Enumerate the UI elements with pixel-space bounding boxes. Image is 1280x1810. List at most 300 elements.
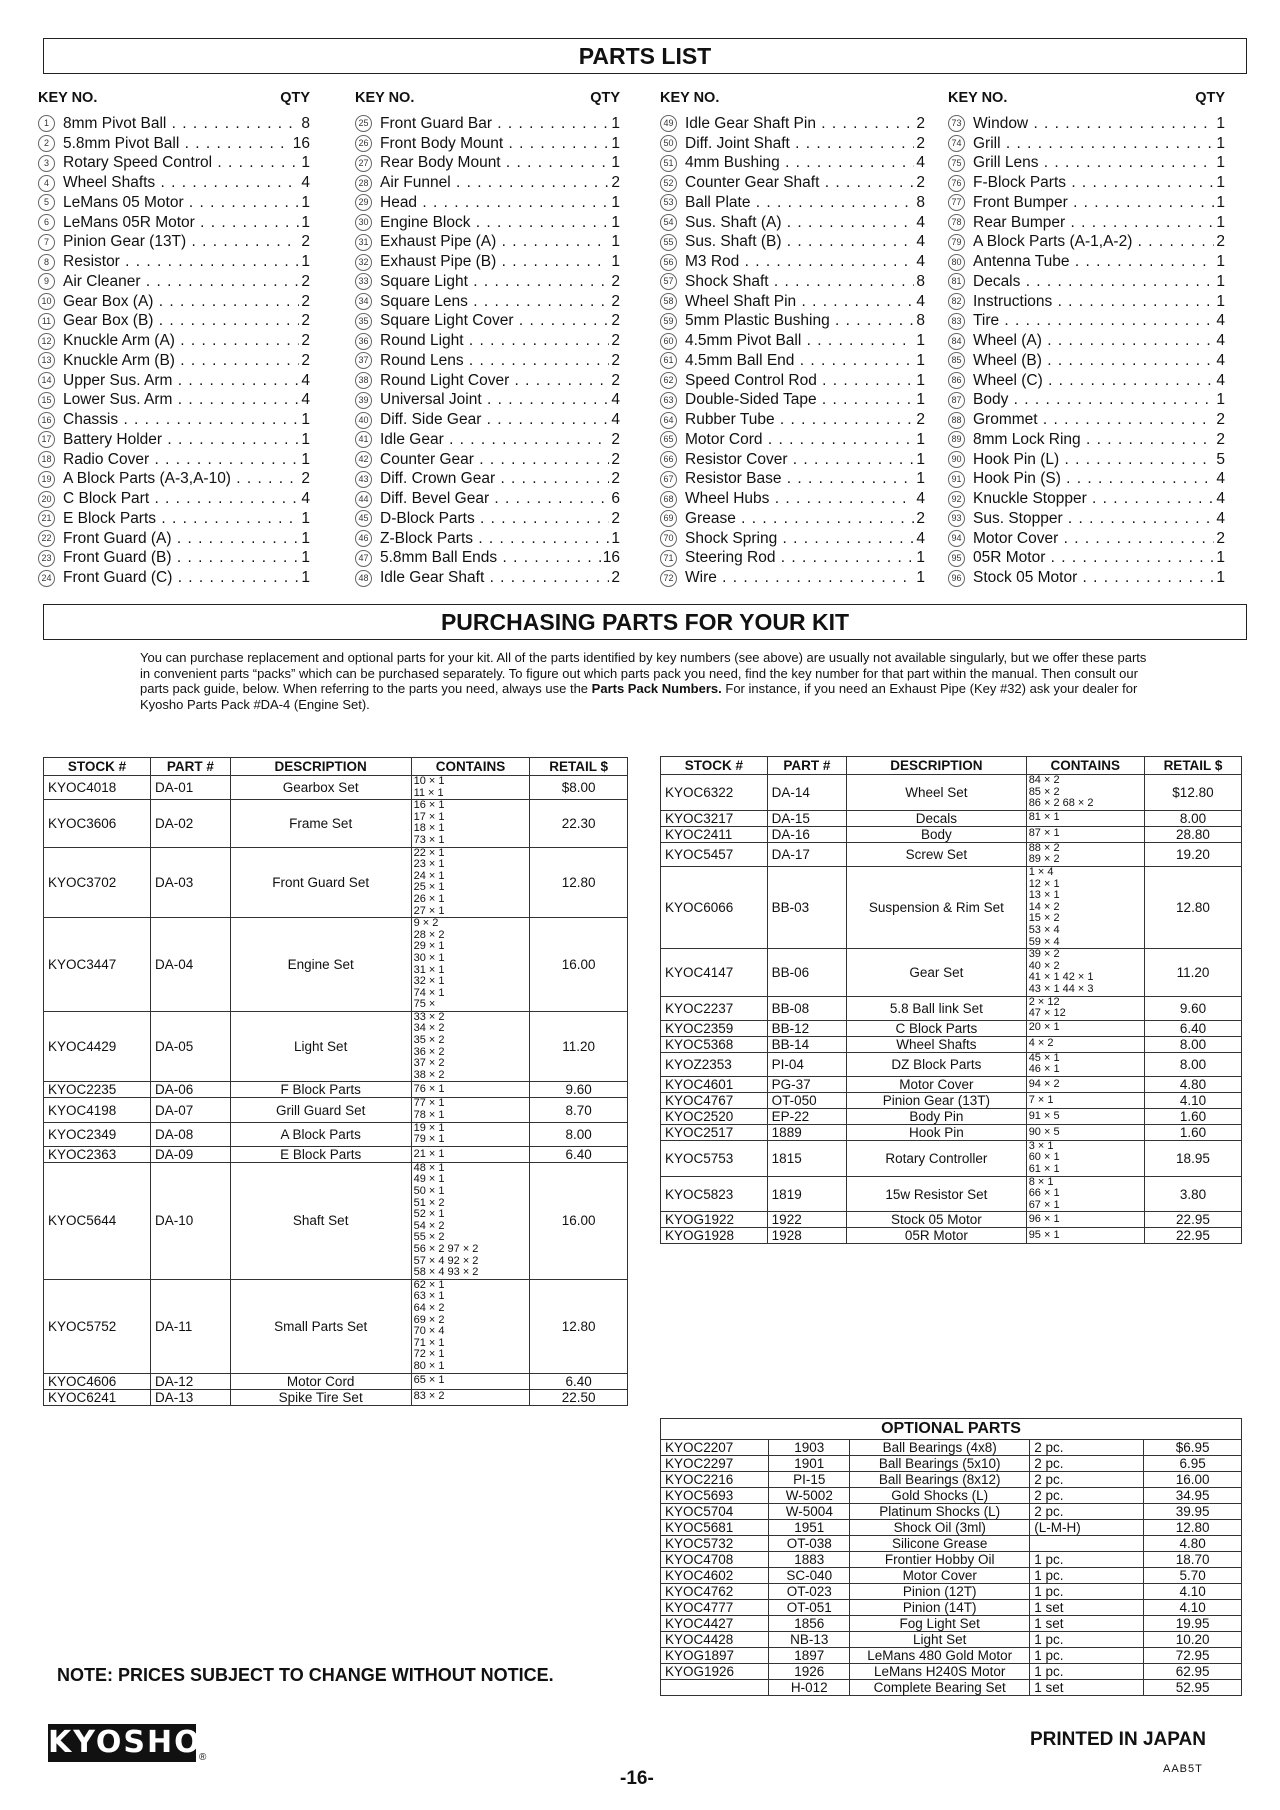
part-qty: 1 xyxy=(301,569,310,587)
part-row xyxy=(38,529,310,549)
part-name: Square Light . . . xyxy=(380,273,609,291)
contains-item: 26 × 1 xyxy=(413,892,445,905)
key-number-badge: 9 xyxy=(38,273,55,290)
part-row xyxy=(948,410,1225,430)
part-qty: 1 xyxy=(1216,154,1225,172)
contains-cell xyxy=(1026,1124,1144,1140)
part-cell: BB-14 xyxy=(767,1036,846,1052)
part-row xyxy=(355,134,620,154)
part-qty: 8 xyxy=(301,114,310,132)
part-qty: 1 xyxy=(611,253,620,271)
key-number-badge: 28 xyxy=(355,175,372,192)
retail-cell: 4.80 xyxy=(1144,1076,1241,1092)
part-row xyxy=(38,371,310,391)
part-cell: 1819 xyxy=(767,1176,846,1212)
key-number-badge: 49 xyxy=(660,115,677,132)
contains-item: 38 × 2 xyxy=(413,1068,445,1081)
part-row xyxy=(38,154,310,174)
contains-cell xyxy=(1026,842,1144,866)
description-cell: Screw Set xyxy=(847,842,1027,866)
stock-cell: KYOC5644 xyxy=(44,1162,151,1279)
contains-cell: 2 pc. xyxy=(1030,1440,1144,1456)
part-cell: DA-04 xyxy=(150,918,230,1012)
part-name: 4.5mm Pivot Ball . . . xyxy=(685,332,914,350)
part-cell: 1922 xyxy=(767,1212,846,1228)
retail-header: RETAIL $ xyxy=(530,758,628,776)
key-number-badge: 4 xyxy=(38,175,55,192)
part-row xyxy=(38,331,310,351)
contains-item: 90 × 5 xyxy=(1028,1125,1060,1138)
key-number-badge: 38 xyxy=(355,372,372,389)
part-qty: 8 xyxy=(916,312,925,330)
description-cell: Silicone Grease xyxy=(850,1536,1030,1552)
part-row xyxy=(38,114,310,134)
stock-cell: KYOC3606 xyxy=(44,800,151,847)
qty-header: QTY xyxy=(590,90,620,106)
stock-cell: KYOC6241 xyxy=(44,1389,151,1405)
stock-cell: KYOG1928 xyxy=(661,1228,768,1244)
part-row xyxy=(660,292,925,312)
table-row xyxy=(661,1092,1242,1108)
contains-cell xyxy=(1026,996,1144,1020)
contains-item: 83 × 2 xyxy=(413,1390,445,1403)
contains-item: 21 × 1 xyxy=(413,1147,445,1160)
part-row xyxy=(660,272,925,292)
key-number-badge: 88 xyxy=(948,412,965,429)
contains-item: 20 × 1 xyxy=(1028,1021,1060,1034)
key-number-badge: 95 xyxy=(948,550,965,567)
part-name: Speed Control Rod . . . xyxy=(685,372,914,390)
table-row xyxy=(44,1389,628,1405)
contains-cell xyxy=(1026,1076,1144,1092)
contains-item: 67 × 1 xyxy=(1028,1198,1060,1211)
parts-column xyxy=(355,90,620,588)
contains-cell xyxy=(411,1082,530,1098)
description-cell: Ball Bearings (4x8) xyxy=(850,1440,1030,1456)
part-name: Exhaust Pipe (A) . . . xyxy=(380,233,609,251)
part-name: Diff. Joint Shaft . . . xyxy=(685,135,914,153)
description-cell: Frame Set xyxy=(230,800,411,847)
stock-cell: KYOC5693 xyxy=(661,1488,769,1504)
key-number-badge: 24 xyxy=(38,570,55,587)
stock-cell: KYOC4767 xyxy=(661,1092,768,1108)
table-row xyxy=(661,866,1242,948)
part-row xyxy=(38,410,310,430)
table-header-row xyxy=(661,757,1242,775)
part-qty: 1 xyxy=(301,193,310,211)
key-number-badge: 33 xyxy=(355,273,372,290)
contains-item: 53 × 4 xyxy=(1028,923,1060,936)
part-name: Wheel (B) . . . xyxy=(973,352,1214,370)
part-qty: 1 xyxy=(301,509,310,527)
part-name: 5mm Plastic Bushing . . . xyxy=(685,312,914,330)
part-cell: DA-13 xyxy=(150,1389,230,1405)
description-cell: 15w Resistor Set xyxy=(847,1176,1027,1212)
contains-item: 2 × 12 xyxy=(1028,995,1060,1008)
contains-item: 75 × xyxy=(413,998,436,1011)
description-cell: 5.8 Ball link Set xyxy=(847,996,1027,1020)
description-cell: Gear Set xyxy=(847,949,1027,996)
contains-item: 36 × 2 xyxy=(413,1045,445,1058)
part-cell: 1901 xyxy=(769,1456,850,1472)
part-row xyxy=(660,450,925,470)
part-cell: 1903 xyxy=(769,1440,850,1456)
part-cell: W-5002 xyxy=(769,1488,850,1504)
key-no-header: KEY NO. xyxy=(38,90,98,106)
retail-cell: 8.00 xyxy=(1144,810,1241,826)
key-number-badge: 57 xyxy=(660,273,677,290)
part-row xyxy=(948,114,1225,134)
part-row xyxy=(660,173,925,193)
part-name: M3 Rod . . . xyxy=(685,253,914,271)
part-name: Pinion Gear (13T) . . . xyxy=(63,233,299,251)
part-name: C Block Part . . . xyxy=(63,490,299,508)
part-cell: DA-16 xyxy=(767,826,846,842)
part-name: Wheel Hubs . . . xyxy=(685,490,914,508)
contains-cell xyxy=(411,918,530,1012)
part-name: Round Light Cover . . . xyxy=(380,372,609,390)
part-name: Wheel Shafts . . . xyxy=(63,174,299,192)
part-row xyxy=(355,529,620,549)
part-cell: DA-10 xyxy=(150,1162,230,1279)
contains-item: 37 × 2 xyxy=(413,1057,445,1070)
description-cell: Ball Bearings (5x10) xyxy=(850,1456,1030,1472)
part-cell: NB-13 xyxy=(769,1632,850,1648)
part-name: Motor Cover . . . xyxy=(973,530,1214,548)
part-qty: 4 xyxy=(916,529,925,547)
key-number-badge: 79 xyxy=(948,234,965,251)
contains-item: 32 × 1 xyxy=(413,975,445,988)
part-qty: 1 xyxy=(916,351,925,369)
optional-row xyxy=(661,1680,1242,1696)
part-name: Diff. Crown Gear . . . xyxy=(380,470,609,488)
description-header: DESCRIPTION xyxy=(230,758,411,776)
description-cell: Gold Shocks (L) xyxy=(850,1488,1030,1504)
part-qty: 2 xyxy=(916,411,925,429)
key-number-badge: 62 xyxy=(660,372,677,389)
part-qty: 1 xyxy=(611,114,620,132)
description-cell: 05R Motor xyxy=(847,1228,1027,1244)
part-qty: 2 xyxy=(1216,529,1225,547)
part-row xyxy=(660,509,925,529)
part-name: Sus. Shaft (A) . . . xyxy=(685,214,914,232)
part-name: Wire . . . xyxy=(685,569,914,587)
contains-item: 4 × 2 xyxy=(1028,1037,1054,1050)
part-qty: 1 xyxy=(611,213,620,231)
part-name: 5.8mm Ball Ends . . . xyxy=(380,549,601,567)
contains-item: 94 × 2 xyxy=(1028,1077,1060,1090)
part-row xyxy=(38,450,310,470)
key-number-badge: 11 xyxy=(38,313,55,330)
description-cell: Motor Cover xyxy=(847,1076,1027,1092)
description-cell: F Block Parts xyxy=(230,1082,411,1098)
part-qty: 5 xyxy=(1216,450,1225,468)
part-row xyxy=(660,410,925,430)
parts-list-title: PARTS LIST xyxy=(43,38,1247,74)
table-row xyxy=(661,842,1242,866)
part-row xyxy=(660,568,925,588)
part-row xyxy=(948,233,1225,253)
part-name: Idle Gear Shaft Pin . . . xyxy=(685,115,914,133)
part-cell: 1928 xyxy=(767,1228,846,1244)
stock-cell: KYOC4602 xyxy=(661,1568,769,1584)
part-name: Universal Joint . . . xyxy=(380,391,609,409)
stock-cell: KYOG1922 xyxy=(661,1212,768,1228)
contains-cell xyxy=(1026,1092,1144,1108)
part-row xyxy=(38,213,310,233)
retail-cell: 11.20 xyxy=(530,1011,628,1082)
key-number-badge: 21 xyxy=(38,510,55,527)
part-name: Antenna Tube . . . xyxy=(973,253,1214,271)
contains-item: 86 × 2 68 × 2 xyxy=(1028,797,1094,810)
part-row xyxy=(948,331,1225,351)
part-qty: 1 xyxy=(1216,134,1225,152)
part-qty: 8 xyxy=(916,193,925,211)
intro-bold: Parts Pack Numbers. xyxy=(591,681,722,696)
contains-cell: 2 pc. xyxy=(1030,1456,1144,1472)
part-row xyxy=(38,430,310,450)
key-number-badge: 41 xyxy=(355,431,372,448)
part-name: Z-Block Parts . . . xyxy=(380,530,609,548)
part-qty: 1 xyxy=(916,470,925,488)
part-qty: 16 xyxy=(292,134,310,152)
stock-cell: KYOC2520 xyxy=(661,1108,768,1124)
table-row xyxy=(661,1176,1242,1212)
part-row xyxy=(948,529,1225,549)
part-row xyxy=(355,391,620,411)
key-number-badge: 52 xyxy=(660,175,677,192)
part-name: Air Cleaner . . . xyxy=(63,273,299,291)
retail-cell: 5.70 xyxy=(1144,1568,1242,1584)
retail-cell: 4.10 xyxy=(1144,1092,1241,1108)
part-qty: 4 xyxy=(1216,509,1225,527)
retail-cell: 4.80 xyxy=(1144,1536,1242,1552)
key-number-badge: 29 xyxy=(355,194,372,211)
table-row xyxy=(661,1228,1242,1244)
key-number-badge: 64 xyxy=(660,412,677,429)
retail-cell: 4.10 xyxy=(1144,1600,1242,1616)
retail-cell: 8.00 xyxy=(1144,1036,1241,1052)
part-row xyxy=(660,134,925,154)
part-name: Upper Sus. Arm . . . xyxy=(63,372,299,390)
key-number-badge: 51 xyxy=(660,155,677,172)
key-number-badge: 23 xyxy=(38,550,55,567)
optional-row xyxy=(661,1456,1242,1472)
part-row xyxy=(355,233,620,253)
part-row xyxy=(355,489,620,509)
intro-text: You can purchase replacement and optional parts for your kit. All of the parts identified by key numbers (see above) are usually not available singularly, but we offer these parts in convenient parts “packs” which can be purchased separately. To figure out which parts pack you need, find the key number for that part within the manual. Then consult our parts pack guide, below. When referring to the parts you need, always use the xyxy=(140,650,1147,696)
contains-item: 46 × 1 xyxy=(1028,1063,1060,1076)
part-qty: 1 xyxy=(611,529,620,547)
part-name: Grease . . . xyxy=(685,510,914,528)
stock-cell: KYOC5823 xyxy=(661,1176,768,1212)
kyosho-logo: KYOSHO xyxy=(48,1725,202,1760)
table-row xyxy=(44,1098,628,1122)
stock-cell: KYOC2207 xyxy=(661,1440,769,1456)
optional-row xyxy=(661,1648,1242,1664)
retail-cell: 12.80 xyxy=(530,847,628,918)
parts-column-header xyxy=(660,90,925,110)
stock-cell: KYOC5681 xyxy=(661,1520,769,1536)
part-name: Gear Box (B) . . . xyxy=(63,312,299,330)
part-qty: 1 xyxy=(916,450,925,468)
part-row xyxy=(660,529,925,549)
part-qty: 4 xyxy=(1216,312,1225,330)
contains-cell: 2 pc. xyxy=(1030,1472,1144,1488)
part-name: Front Guard (A) . . . xyxy=(63,530,299,548)
contains-cell xyxy=(1026,1052,1144,1076)
optional-row xyxy=(661,1664,1242,1680)
part-name: 05R Motor . . . xyxy=(973,549,1214,567)
part-row xyxy=(948,312,1225,332)
key-number-badge: 63 xyxy=(660,392,677,409)
contains-item: 10 × 1 xyxy=(413,775,445,787)
part-cell: 1926 xyxy=(769,1664,850,1680)
part-qty: 4 xyxy=(301,391,310,409)
part-row xyxy=(660,154,925,174)
part-row xyxy=(948,351,1225,371)
part-name: E Block Parts . . . xyxy=(63,510,299,528)
contains-cell xyxy=(1030,1536,1144,1552)
description-cell: DZ Block Parts xyxy=(847,1052,1027,1076)
table-row xyxy=(44,1279,628,1373)
description-header: DESCRIPTION xyxy=(847,757,1027,775)
key-number-badge: 58 xyxy=(660,293,677,310)
part-name: Air Funnel . . . xyxy=(380,174,609,192)
stock-cell: KYOC2297 xyxy=(661,1456,769,1472)
part-cell: 1951 xyxy=(769,1520,850,1536)
key-number-badge: 27 xyxy=(355,155,372,172)
part-row xyxy=(948,154,1225,174)
retail-cell: 3.80 xyxy=(1144,1176,1241,1212)
part-qty: 1 xyxy=(301,411,310,429)
part-row xyxy=(355,549,620,569)
table-row xyxy=(44,1162,628,1279)
table-row xyxy=(44,800,628,847)
stock-cell: KYOC4427 xyxy=(661,1616,769,1632)
part-cell: 1883 xyxy=(769,1552,850,1568)
stock-cell: KYOC3702 xyxy=(44,847,151,918)
stock-cell: KYOC6066 xyxy=(661,866,768,948)
contains-item: 72 × 1 xyxy=(413,1348,445,1361)
key-number-badge: 61 xyxy=(660,352,677,369)
contains-item: 81 × 1 xyxy=(1028,811,1060,824)
retail-cell: 19.95 xyxy=(1144,1616,1242,1632)
contains-item: 50 × 1 xyxy=(413,1185,445,1197)
part-qty: 4 xyxy=(611,391,620,409)
part-row xyxy=(660,213,925,233)
description-cell: Frontier Hobby Oil xyxy=(850,1552,1030,1568)
part-cell: DA-02 xyxy=(150,800,230,847)
part-qty: 1 xyxy=(1216,272,1225,290)
key-number-badge: 5 xyxy=(38,194,55,211)
retail-cell: 8.00 xyxy=(530,1122,628,1146)
part-row xyxy=(355,331,620,351)
key-no-header: KEY NO. xyxy=(948,90,1008,106)
key-number-badge: 72 xyxy=(660,570,677,587)
contains-item: 3 × 1 xyxy=(1028,1139,1054,1152)
contains-cell: 1 pc. xyxy=(1030,1664,1144,1680)
part-row xyxy=(355,509,620,529)
part-name: Square Light Cover . . . xyxy=(380,312,609,330)
retail-cell: 9.60 xyxy=(1144,996,1241,1020)
description-cell: Front Guard Set xyxy=(230,847,411,918)
contains-item: 52 × 1 xyxy=(413,1208,445,1221)
retail-cell: 22.95 xyxy=(1144,1212,1241,1228)
part-name: Idle Gear . . . xyxy=(380,431,609,449)
key-number-badge: 84 xyxy=(948,333,965,350)
part-row xyxy=(355,430,620,450)
part-name: Lower Sus. Arm . . . xyxy=(63,391,299,409)
optional-parts-title: OPTIONAL PARTS xyxy=(661,1419,1242,1440)
part-qty: 2 xyxy=(301,233,310,251)
part-name: Grill . . . xyxy=(973,135,1214,153)
key-number-badge: 19 xyxy=(38,471,55,488)
contains-item: 69 × 2 xyxy=(413,1313,445,1326)
part-name: Chassis . . . xyxy=(63,411,299,429)
contains-item: 71 × 1 xyxy=(413,1336,445,1349)
part-qty: 4 xyxy=(916,490,925,508)
key-number-badge: 32 xyxy=(355,254,372,271)
part-name: Front Bumper . . . xyxy=(973,194,1214,212)
description-cell: Motor Cover xyxy=(850,1568,1030,1584)
key-number-badge: 13 xyxy=(38,352,55,369)
part-name: 5.8mm Pivot Ball . . . xyxy=(63,135,291,153)
contains-item: 65 × 1 xyxy=(413,1374,445,1387)
key-number-badge: 18 xyxy=(38,451,55,468)
contains-item: 1 × 4 xyxy=(1028,865,1054,878)
retail-cell: 62.95 xyxy=(1144,1664,1242,1680)
part-header: PART # xyxy=(767,757,846,775)
part-cell: DA-06 xyxy=(150,1082,230,1098)
part-name: Grommet . . . xyxy=(973,411,1214,429)
contains-item: 35 × 2 xyxy=(413,1034,445,1047)
part-qty: 4 xyxy=(1216,332,1225,350)
contains-item: 61 × 1 xyxy=(1028,1163,1060,1176)
stock-cell: KYOC4606 xyxy=(44,1373,151,1389)
key-number-badge: 42 xyxy=(355,451,372,468)
contains-item: 29 × 1 xyxy=(413,940,445,953)
part-name: Tire . . . xyxy=(973,312,1214,330)
part-qty: 1 xyxy=(301,430,310,448)
part-row xyxy=(38,568,310,588)
part-cell: DA-14 xyxy=(767,775,846,811)
part-name: Round Light . . . xyxy=(380,332,609,350)
part-name: Wheel (A) . . . xyxy=(973,332,1214,350)
key-number-badge: 94 xyxy=(948,530,965,547)
contains-item: 14 × 2 xyxy=(1028,900,1060,913)
stock-cell: KYOC5368 xyxy=(661,1036,768,1052)
contains-item: 62 × 1 xyxy=(413,1278,445,1291)
part-qty: 2 xyxy=(611,332,620,350)
part-cell: DA-12 xyxy=(150,1373,230,1389)
part-qty: 1 xyxy=(611,233,620,251)
part-cell: H-012 xyxy=(769,1680,850,1696)
key-number-badge: 78 xyxy=(948,214,965,231)
key-number-badge: 26 xyxy=(355,135,372,152)
part-row xyxy=(355,114,620,134)
table-row xyxy=(44,1373,628,1389)
contains-cell xyxy=(1026,1020,1144,1036)
part-row xyxy=(948,509,1225,529)
retail-cell: 8.70 xyxy=(530,1098,628,1122)
contains-item: 73 × 1 xyxy=(413,833,445,846)
part-qty: 1 xyxy=(1216,193,1225,211)
part-row xyxy=(948,134,1225,154)
part-cell: PI-15 xyxy=(769,1472,850,1488)
part-row xyxy=(948,272,1225,292)
description-cell: Pinion Gear (13T) xyxy=(847,1092,1027,1108)
